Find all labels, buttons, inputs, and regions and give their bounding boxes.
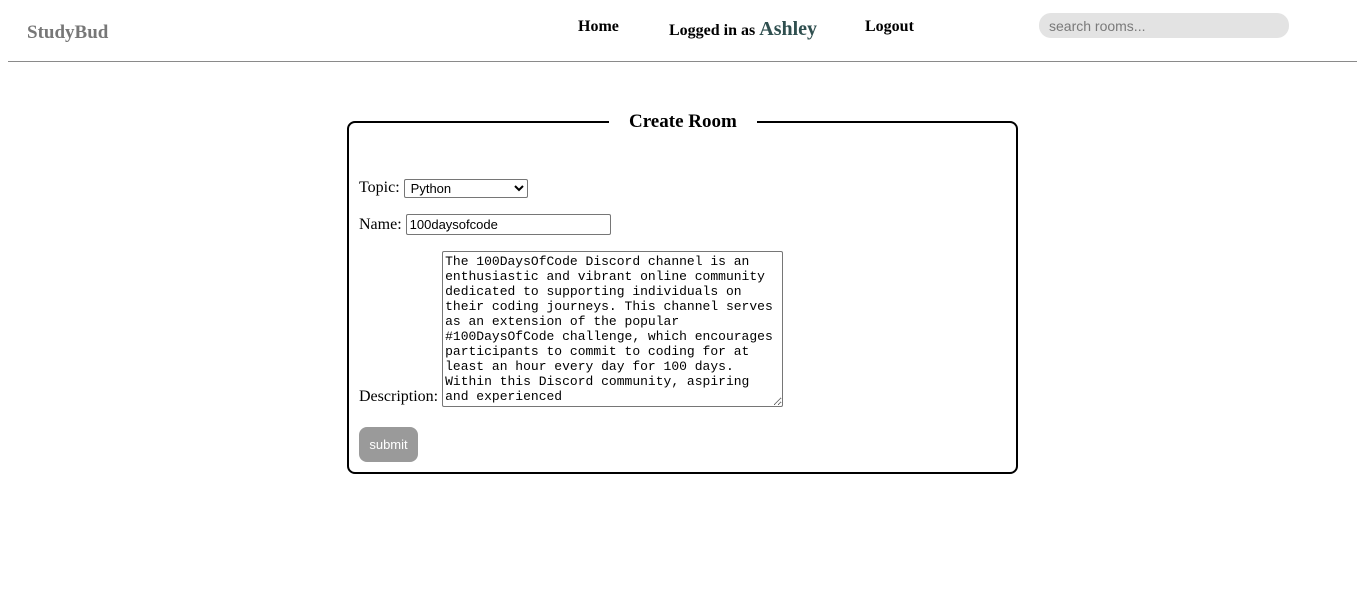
topic-select[interactable] bbox=[404, 179, 528, 198]
search-input[interactable] bbox=[1039, 13, 1289, 38]
submit-button[interactable]: submit bbox=[359, 427, 418, 462]
navbar bbox=[8, 0, 1357, 62]
description-row bbox=[359, 251, 783, 407]
topic-label: Topic: bbox=[359, 179, 400, 196]
description-textarea[interactable] bbox=[442, 251, 783, 407]
name-label: Name: bbox=[359, 215, 402, 233]
name-input[interactable] bbox=[406, 214, 611, 235]
logged-in-status bbox=[669, 17, 817, 43]
brand-logo-link[interactable]: StudyBud bbox=[27, 22, 109, 43]
username: Ashley bbox=[759, 18, 818, 40]
form-title: Create Room bbox=[609, 110, 757, 134]
nav-home-link[interactable]: Home bbox=[578, 18, 619, 35]
description-label: Description: bbox=[359, 388, 439, 405]
name-row bbox=[359, 214, 611, 235]
logged-in-prefix: Logged in as bbox=[669, 22, 756, 39]
nav-logout-link[interactable]: Logout bbox=[865, 18, 914, 35]
topic-row bbox=[359, 178, 528, 198]
create-room-form bbox=[347, 111, 1018, 474]
